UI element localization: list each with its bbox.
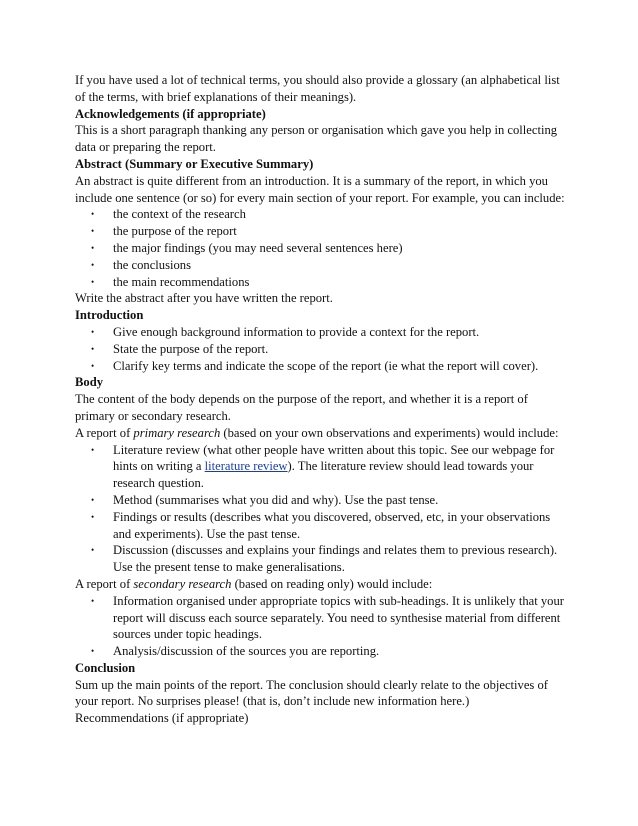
- list-item: [75, 324, 570, 341]
- list-item: [75, 643, 570, 660]
- primary-suffix: (based on your own observations and experiments) would include:: [220, 425, 559, 440]
- list-item-text: the context of the research: [113, 207, 246, 222]
- list-item: [75, 206, 570, 223]
- bullet-icon: •: [91, 326, 95, 337]
- acknowledgements-paragraph: This is a short paragraph thanking any person or organisation which gave you help in collecting data or preparing the report.: [75, 123, 558, 155]
- conclusion-paragraph: Sum up the main points of the report. The conclusion should clearly relate to the objectives of your report. No surprises please! (that is, don’t include new information here.): [75, 677, 548, 709]
- list-item: [75, 442, 570, 492]
- abstract-heading: Abstract (Summary or Executive Summary): [75, 156, 314, 171]
- list-item-text: Method (summarises what you did and why). Use the past tense.: [113, 492, 439, 507]
- bullet-icon: •: [91, 444, 95, 455]
- list-item: [75, 509, 570, 543]
- recommendations-line: Recommendations (if appropriate): [75, 711, 249, 726]
- primary-research-intro: [75, 425, 570, 442]
- bullet-icon: •: [91, 343, 95, 354]
- list-item-text: the main recommendations: [113, 274, 250, 289]
- introduction-list: [75, 324, 570, 374]
- list-item: [75, 274, 570, 291]
- bullet-icon: •: [91, 360, 95, 371]
- secondary-research-term: secondary research: [133, 576, 232, 591]
- bullet-icon: •: [91, 545, 95, 556]
- secondary-suffix: (based on reading only) would include:: [231, 576, 433, 591]
- primary-prefix: A report of: [75, 425, 134, 440]
- list-item: [75, 358, 570, 375]
- bullet-icon: •: [91, 646, 95, 657]
- bullet-icon: •: [91, 209, 95, 220]
- list-item-text: Findings or results (describes what you discovered, observed, etc, in your observations and experiments). Use the past tense.: [113, 509, 551, 541]
- secondary-research-list: [75, 593, 570, 660]
- list-item-text: Information organised under appropriate topics with sub-headings. It is unlikely that your report will discuss each source separately. You need to synthesise material from different sources under topic headings.: [113, 593, 564, 642]
- document-page: [75, 72, 570, 727]
- literature-review-link[interactable]: literature review: [204, 459, 288, 474]
- abstract-paragraph: An abstract is quite different from an introduction. It is a summary of the report, in which you include one sentence (or so) for every main section of your report. For example, you can include:: [75, 173, 565, 205]
- body-paragraph: The content of the body depends on the purpose of the report, and whether it is a report of primary or secondary research.: [75, 392, 528, 423]
- list-item: [75, 593, 570, 643]
- list-item-text: Give enough background information to provide a context for the report.: [113, 324, 480, 339]
- abstract-list: [75, 206, 570, 290]
- body-heading: Body: [75, 375, 103, 390]
- bullet-icon: •: [91, 276, 95, 287]
- glossary-paragraph: If you have used a lot of technical terms, you should also provide a glossary (an alphabetical list of the terms, with brief explanations of their meanings).: [75, 73, 560, 104]
- acknowledgements-heading: Acknowledgements (if appropriate): [75, 106, 266, 121]
- list-item: [75, 542, 570, 576]
- list-item-text: Discussion (discusses and explains your findings and relates them to previous research). Use the present tense to make generalisations.: [113, 543, 558, 575]
- list-item-text: State the purpose of the report.: [113, 341, 269, 356]
- lit-review-before: Literature review (what other people have written about this topic. See our webpage for hints on writing a: [113, 442, 555, 474]
- list-item-text: the major findings (you may need several sentences here): [113, 240, 403, 255]
- bullet-icon: •: [91, 259, 95, 270]
- secondary-prefix: A report of: [75, 576, 134, 591]
- primary-research-list: [75, 442, 570, 576]
- bullet-icon: •: [91, 226, 95, 237]
- secondary-research-intro: [75, 576, 570, 593]
- bullet-icon: •: [91, 494, 95, 505]
- list-item-text: Clarify key terms and indicate the scope of the report (ie what the report will cover).: [113, 358, 539, 373]
- bullet-icon: •: [91, 511, 95, 522]
- introduction-heading: Introduction: [75, 308, 144, 323]
- bullet-icon: •: [91, 595, 95, 606]
- list-item-text: the purpose of the report: [113, 224, 237, 239]
- list-item: [75, 240, 570, 257]
- lit-review-after: ). The literature review should lead towards your research question.: [113, 459, 534, 491]
- list-item: [75, 223, 570, 240]
- list-item: [75, 492, 570, 509]
- bullet-icon: •: [91, 242, 95, 253]
- list-item: [75, 341, 570, 358]
- list-item: [75, 257, 570, 274]
- abstract-after-paragraph: Write the abstract after you have written the report.: [75, 291, 333, 306]
- primary-research-term: primary research: [133, 425, 221, 440]
- list-item-text: the conclusions: [113, 257, 191, 272]
- list-item-text: Analysis/discussion of the sources you are reporting.: [113, 644, 380, 659]
- conclusion-heading: Conclusion: [75, 660, 136, 675]
